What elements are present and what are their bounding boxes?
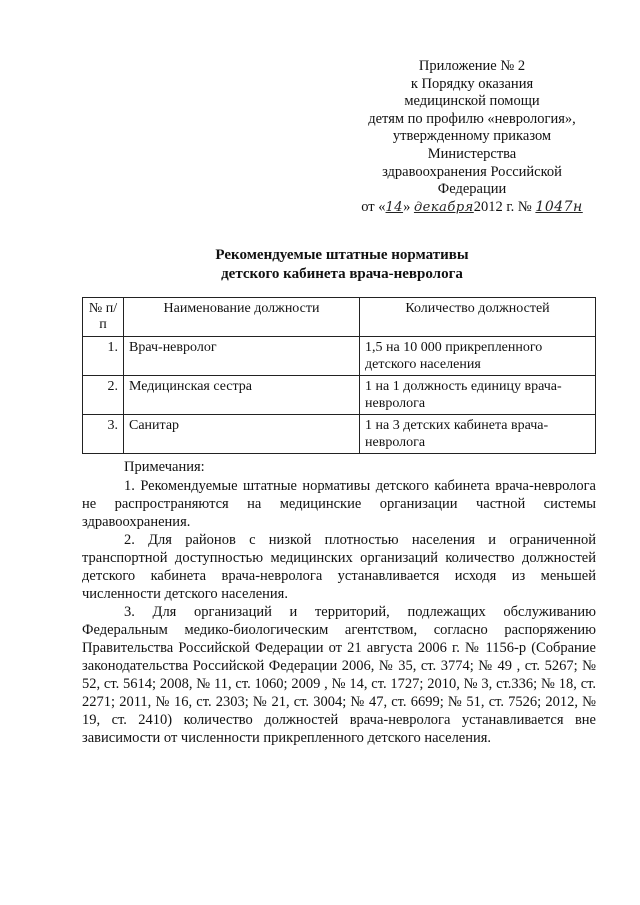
row-position: Медицинская сестра bbox=[124, 376, 360, 415]
staff-table bbox=[82, 297, 596, 454]
table-row bbox=[83, 337, 596, 376]
title-line-1: Рекомендуемые штатные нормативы bbox=[215, 247, 469, 263]
handwritten-order-number: 1047н bbox=[535, 198, 583, 215]
notes-title: Примечания: bbox=[124, 459, 205, 475]
handwritten-month: декабря bbox=[413, 199, 474, 215]
table-row bbox=[83, 415, 596, 454]
table-row bbox=[83, 376, 596, 415]
header-number: № п/п bbox=[83, 298, 124, 337]
appendix-line: медицинской помощи bbox=[404, 93, 540, 110]
appendix-line: к Порядку оказания bbox=[410, 75, 534, 92]
title-line-2: детского кабинета врача-невролога bbox=[221, 266, 463, 282]
order-date-line bbox=[342, 199, 602, 217]
row-number: 1. bbox=[83, 337, 124, 376]
header-position: Наименование должности bbox=[124, 298, 360, 337]
note-item: 1. Рекомендуемые штатные нормативы детского кабинета врача-невролога не распространяются на медицинские организации частной системы здравоохранения. bbox=[82, 478, 596, 530]
row-number: 3. bbox=[83, 415, 124, 454]
note-item: 3. Для организаций и территорий, подлежащих обслуживанию Федеральным медико-биологическим агентством, согласно распоряжению Правительства Российской Федерации от 21 августа 2006 г. № 1156-р (Собрание законодательства Российской Федерации 2006, № 35, ст. 3774; № 49 , ст. 5267; № 52, ст. 5614; 2008, № 11, ст. 1060; 2009 , № 14, ст. 1727; 2010, № 3, ст.336; № 18, ст. 2271; 2011, № 16, ст. 2303; № 21, ст. 3004; № 47, ст. 6699; № 51, ст. 7526; 2012, № 19, ст. 2410) количество должностей врача-невролога устанавливается вне зависимости от численности прикрепленного детского населения. bbox=[82, 604, 596, 746]
document-title bbox=[40, 246, 640, 284]
row-number: 2. bbox=[83, 376, 124, 415]
appendix-header bbox=[342, 58, 602, 216]
row-quantity: 1,5 на 10 000 прикрепленного детского населения bbox=[360, 337, 596, 376]
appendix-line: здравоохранения Российской bbox=[382, 163, 562, 180]
table-header-row bbox=[83, 298, 596, 337]
row-quantity: 1 на 1 должность единицу врача-невролога bbox=[360, 376, 596, 415]
note-item: 2. Для районов с низкой плотностью населения и ограниченной транспортной доступностью медицинских организаций количество должностей детского кабинета врача-невролога устанавливается исходя из меньшей численности детского населения. bbox=[82, 532, 596, 602]
appendix-line: детям по профилю «неврология», bbox=[368, 110, 576, 127]
appendix-line: утвержденному приказом bbox=[392, 128, 552, 145]
appendix-line: Федерации bbox=[437, 181, 507, 198]
row-position: Врач-невролог bbox=[124, 337, 360, 376]
notes-section bbox=[82, 458, 596, 747]
header-quantity: Количество должностей bbox=[360, 298, 596, 337]
appendix-line: Министерства bbox=[427, 145, 517, 162]
handwritten-day: 14 bbox=[385, 199, 404, 215]
date-mid: » bbox=[403, 198, 411, 215]
row-quantity: 1 на 3 детских кабинета врача-невролога bbox=[360, 415, 596, 454]
date-prefix: от « bbox=[361, 198, 386, 215]
row-position: Санитар bbox=[124, 415, 360, 454]
appendix-line: Приложение № 2 bbox=[418, 58, 526, 74]
date-year: 2012 г. № bbox=[473, 198, 532, 215]
